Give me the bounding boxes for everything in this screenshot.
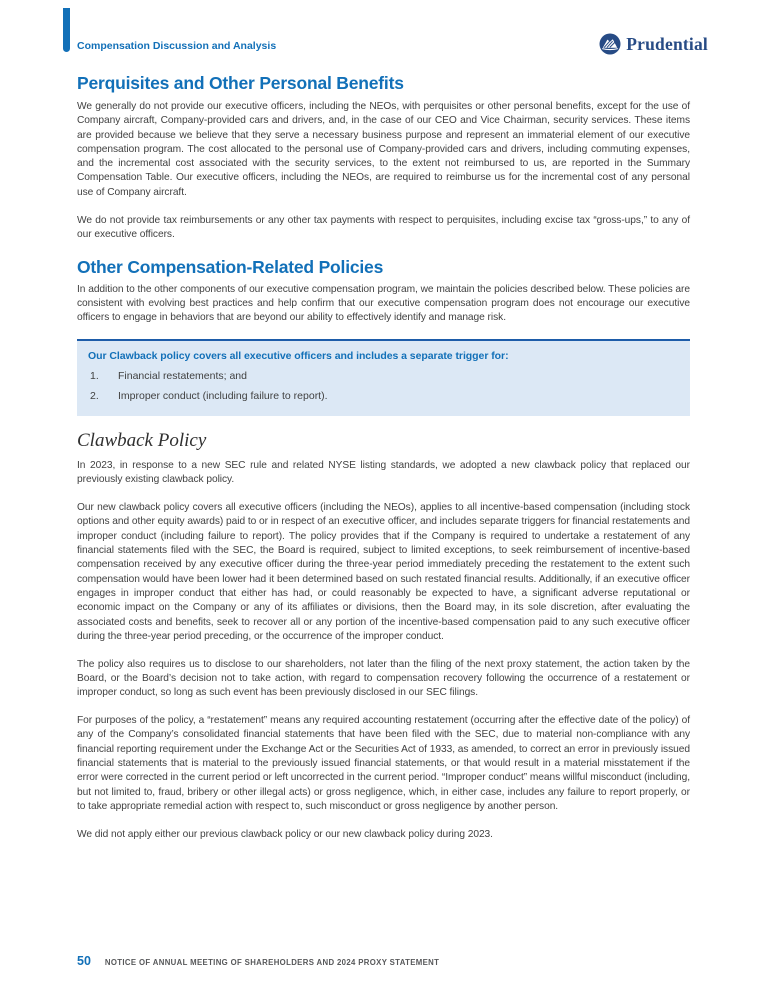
footer-text: NOTICE OF ANNUAL MEETING OF SHAREHOLDERS AND 2024 PROXY STATEMENT xyxy=(104,958,440,967)
paragraph: We did not apply either our previous clawback policy or our new clawback policy during 2023. xyxy=(77,828,493,840)
subsection-title-clawback: Clawback Policy xyxy=(77,430,207,452)
brand-wordmark: Prudential xyxy=(626,33,708,54)
list-item-text: Financial restatements; and xyxy=(118,370,247,383)
list-item xyxy=(88,369,666,383)
list-item-number: 2. xyxy=(90,390,99,403)
page-footer xyxy=(77,954,439,968)
callout-heading: Our Clawback policy covers all executive officers and includes a separate trigger for: xyxy=(88,350,509,363)
paragraph: The policy also requires us to disclose to our shareholders, not later than the filing of the next proxy statement, the action taken by the Board, or the Board’s decision not to take action, with regard to compensation recovery following the occurrence of a restatement or improper conduct, so long as such event has been previously disclosed in our SEC filings. xyxy=(77,658,690,699)
paragraph: Our new clawback policy covers all executive officers (including the NEOs), applies to all incentive-based compensation (including stock options and other equity awards) paid to or in respect of an executive officer, and includes separate triggers for financial restatements and improper conduct (including failure to report). The policy provides that if the Company is required to undertake a restatement of any financial statements filed with the SEC, the Board is required, subject to limited exceptions, to seek reimbursement of incentive-based compensation received by any executive officer during the three-year period immediately preceding the restatement to the extent such compensation would have been lower had it been determined based on such restated financial results. Additionally, if an executive officer engages in improper conduct that either has had, or could reasonably be expected to have, a significant adverse reputational or economic impact on the Company or any of its affiliates or divisions, then the Board may, in its sole discretion, after evaluating the associated costs and benefits, seek to recover all or any portion of the incentive-based compensation paid to any such executive officer during the three-year period preceding, or the occurrence of the improper conduct. xyxy=(77,502,690,642)
prudential-logo xyxy=(599,33,708,55)
main-content xyxy=(77,72,690,842)
list-item-number: 1. xyxy=(90,370,99,383)
paragraph: In 2023, in response to a new SEC rule and related NYSE listing standards, we adopted a new clawback policy that replaced our previously existing clawback policy. xyxy=(77,460,690,486)
callout-list xyxy=(88,369,666,403)
paragraph: In addition to the other components of our executive compensation program, we maintain the policies described below. These policies are consistent with evolving best practices and help confirm that our executive compensation program does not encourage our executive officers to engage in behaviors that are beyond our ability to effectively identify and manage risk. xyxy=(77,283,690,324)
clawback-callout-box xyxy=(77,339,690,416)
list-item xyxy=(88,389,666,403)
page-number: 50 xyxy=(77,954,91,968)
section-title-policies: Other Compensation-Related Policies xyxy=(77,256,384,277)
section-title-perquisites: Perquisites and Other Personal Benefits xyxy=(77,73,404,93)
paragraph: We generally do not provide our executive officers, including the NEOs, with perquisites or other personal benefits, except for the use of Company aircraft, Company-provided cars and drivers, and, in the case of our CEO and Vice Chairman, security services. These items are provided because we believe that they serve a necessary business purpose and represent an immaterial element of our executive compensation program. The cost allocated to the personal use of Company-provided cars and drivers, including commuting expenses, and the incremental cost associated with the security services, to the extent not reimbursed to us, are reported in the Summary Compensation Table. Our executive officers, including the NEOs, are required to reimburse us for the incremental cost of any personal use of Company aircraft. xyxy=(77,101,690,198)
prudential-rock-icon xyxy=(599,33,621,55)
section-accent-bar xyxy=(63,8,70,52)
list-item-text: Improper conduct (including failure to report). xyxy=(118,390,328,403)
paragraph: We do not provide tax reimbursements or any other tax payments with respect to perquisites, including excise tax “gross-ups,” to any of our executive officers. xyxy=(77,214,690,240)
paragraph: For purposes of the policy, a “restatement” means any required accounting restatement (occurring after the effective date of the policy) of any of the Company’s consolidated financial statements that have been filed with the SEC, due to material non-compliance with any financial reporting requirement under the Exchange Act or the Securities Act of 1933, as amended, to correct an error in previously issued financial statements that is material to the previously issued financial statements, or that would result in a material misstatement if the error were corrected in the current period or left uncorrected in the current period. “Improper conduct” means willful misconduct (including, but not limited to, fraud, bribery or other illegal acts) or gross negligence, which, in either case, includes any failure to report properly, or to take appropriate remedial action with respect to, such misconduct or gross negligence by another person. xyxy=(77,715,690,812)
breadcrumb: Compensation Discussion and Analysis xyxy=(77,40,277,52)
